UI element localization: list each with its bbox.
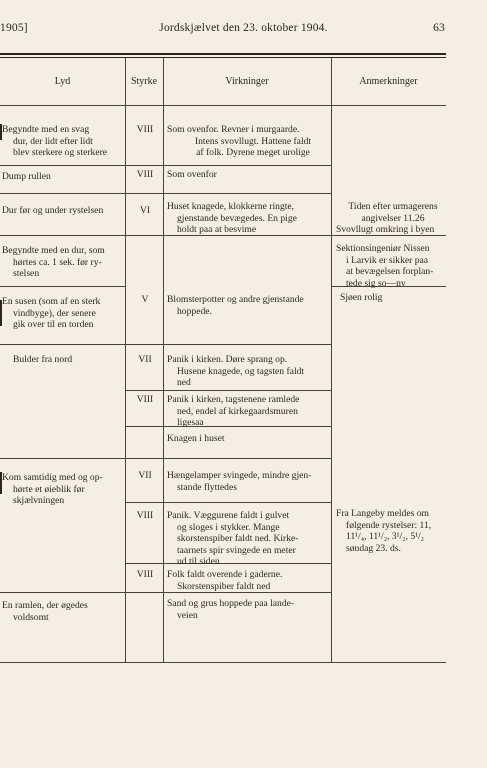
row-divider — [125, 390, 331, 391]
table-cell-styrke: VI — [139, 205, 151, 216]
table-cell-lyd: Dump rullen — [2, 171, 51, 182]
table-cell-lyd: En ramlen, der øgedes voldsomt — [2, 600, 88, 623]
table-cell-lyd: Dur før og under rystelsen — [2, 205, 104, 216]
page-number: 63 — [433, 22, 445, 34]
table-cell-anmerkninger: Fra Langeby meldes om følgende rystelser: 11, 11¹/₄, 11¹/₂, 3¹/₂, 5¹/₂ søndag 23. ds. — [336, 508, 432, 554]
table-bottom-rule — [0, 662, 446, 663]
column-divider — [163, 58, 164, 663]
header-left-year: 1905] — [0, 22, 28, 34]
page-title: Jordskjælvet den 23. oktober 1904. — [159, 22, 328, 34]
column-divider — [125, 58, 126, 663]
table-cell-virkninger: Huset knagede, klokkerne ringte, gjenstande bevægedes. En pige holdt paa at besvime — [167, 201, 297, 236]
table-cell-virkninger: Knagen i huset — [167, 433, 225, 444]
row-divider — [0, 165, 331, 166]
table-cell-virkninger: Sand og grus hoppede paa lande- veien — [167, 598, 295, 621]
table-cell-lyd: Begyndte med en dur, som hørtes ca. 1 sek. før ry- stelsen — [2, 245, 105, 280]
row-divider — [125, 502, 331, 503]
table-cell-virkninger: Panik. Væggurene faldt i gulvet og sloges i stykker. Mange skorstenspiber faldt ned. Kirke- taarnets spir svingede en meter ud til siden — [167, 510, 299, 568]
header-rule-thin — [0, 57, 446, 58]
table-cell-styrke: VIII — [136, 169, 154, 180]
header-row-divider — [0, 105, 446, 106]
table-cell-virkninger: Blomsterpotter og andre gjenstande hoppede. — [167, 294, 304, 317]
table-cell-virkninger: Som ovenfor. Revner i murgaarde. Intens svovllugt. Hattene faldt af folk. Dyrene meget urolige — [167, 124, 312, 159]
table-cell-lyd: Bulder fra nord — [13, 354, 73, 365]
table-cell-styrke: VII — [138, 354, 152, 365]
table-cell-styrke: VIII — [136, 394, 154, 405]
table-cell-styrke: VII — [138, 470, 152, 481]
table-cell-styrke: V — [141, 294, 149, 305]
column-header-anmerkninger: Anmerkninger — [359, 76, 418, 87]
table-cell-lyd: Begyndte med en svag dur, der lidt efter lidt blev sterkere og sterkere — [2, 124, 108, 159]
header-rule-thick — [0, 53, 446, 55]
column-divider — [331, 58, 332, 663]
table-cell-virkninger: Panik i kirken, tagstenene ramlede ned, endel af kirkegaardsmuren ligesaa — [167, 394, 300, 429]
table-cell-virkninger: Hængelamper svingede, mindre gjen- stande flyttedes — [167, 470, 312, 493]
table-cell-anmerkninger: Sektionsingeniør Nissen i Larvik er sikker paa at bevægelsen forplan- tede sig so—nv — [336, 243, 434, 289]
table-cell-virkninger: Panik i kirken. Døre sprang op. Husene knagede, og tagsten faldt ned — [167, 354, 305, 389]
table-cell-styrke: VIII — [136, 569, 154, 580]
row-divider — [0, 286, 125, 287]
table-cell-styrke: VIII — [136, 510, 154, 521]
table-cell-virkninger: Som ovenfor — [167, 169, 217, 180]
table-cell-anmerkninger: Sjøen rolig — [340, 292, 383, 303]
table-cell-lyd: En susen (som af en sterk vindbyge), der senere gik over til en torden — [2, 296, 101, 331]
column-header-styrke: Styrke — [130, 76, 158, 87]
column-header-lyd: Lyd — [54, 76, 71, 87]
row-divider — [0, 344, 331, 345]
row-divider — [0, 458, 331, 459]
table-cell-styrke: VIII — [136, 124, 154, 135]
table-cell-lyd: Kom samtidig med og op- hørte et øieblik før skjælvningen — [2, 472, 103, 507]
table-cell-anmerkninger: Tiden efter urmagerens angivelser 11.26 Svovllugt omkring i byen — [336, 201, 438, 236]
row-divider — [0, 193, 331, 194]
column-header-virkninger: Virkninger — [225, 76, 269, 87]
table-cell-virkninger: Folk faldt overende i gaderne. Skorstenspiber faldt ned — [167, 569, 283, 592]
